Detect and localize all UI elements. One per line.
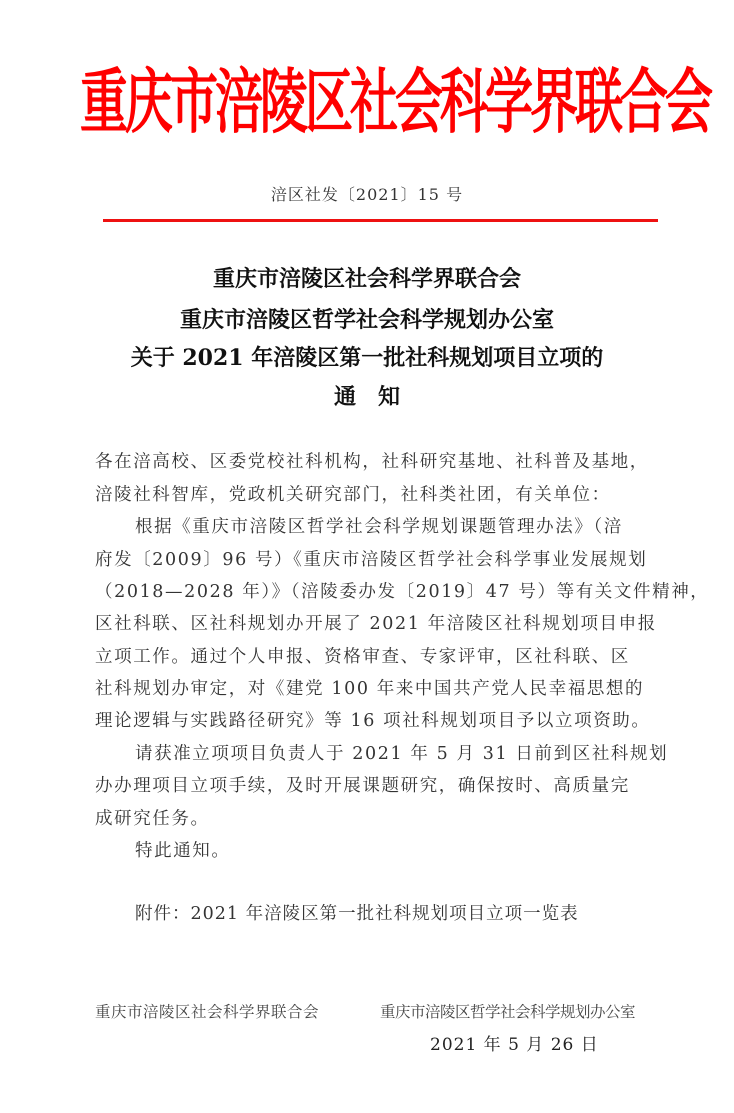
masthead-title: 重庆市涪陵区社会科学界联合会	[80, 62, 711, 144]
heading-line-3: 关于 2021 年涪陵区第一批社科规划项目立项的	[130, 345, 604, 371]
red-divider-line	[103, 219, 658, 222]
body-line: 办办理项目立项手续，及时开展课题研究，确保按时、高质量完	[95, 776, 630, 796]
body-line: 各在涪高校、区委党校社科机构，社科研究基地、社科普及基地，	[95, 452, 649, 472]
body-line: 成研究任务。	[95, 809, 210, 829]
body-line: 根据《重庆市涪陵区哲学社会科学规划课题管理办法》（涪	[135, 517, 623, 537]
body-line: 府发〔2009〕96 号）《重庆市涪陵区哲学社会科学事业发展规划	[95, 550, 648, 570]
document-number: 涪区社发〔2021〕15 号	[270, 185, 464, 204]
body-line: 请获准立项项目负责人于 2021 年 5 月 31 日前到区社科规划	[135, 744, 669, 764]
signature-right: 重庆市涪陵区哲学社会科学规划办公室	[380, 1003, 636, 1021]
body-line: 涪陵社科智库，党政机关研究部门，社科类社团，有关单位：	[95, 485, 611, 505]
body-line: 理论逻辑与实践路径研究》等 16 项社科规划项目予以立项资助。	[95, 711, 651, 731]
body-line: （2018—2028 年）》（涪陵委办发〔2019〕47 号）等有关文件精神，	[95, 582, 710, 602]
heading-line-4: 通 知	[333, 384, 400, 410]
heading-line-1: 重庆市涪陵区社会科学界联合会	[212, 266, 521, 292]
signature-left: 重庆市涪陵区社会科学界联合会	[95, 1003, 320, 1021]
signature-date: 2021 年 5 月 26 日	[430, 1035, 599, 1055]
body-line: 社科规划办审定，对《建党 100 年来中国共产党人民幸福思想的	[95, 679, 645, 699]
body-line: 立项工作。通过个人申报、资格审查、专家评审，区社科联、区	[95, 647, 630, 667]
attachment-line: 附件：2021 年涪陵区第一批社科规划项目立项一览表	[135, 904, 579, 924]
body-line: 区社科联、区社科规划办开展了 2021 年涪陵区社科规划项目申报	[95, 614, 657, 634]
heading-line-2: 重庆市涪陵区哲学社会科学规划办公室	[179, 307, 554, 333]
closing-line: 特此通知。	[135, 841, 231, 861]
